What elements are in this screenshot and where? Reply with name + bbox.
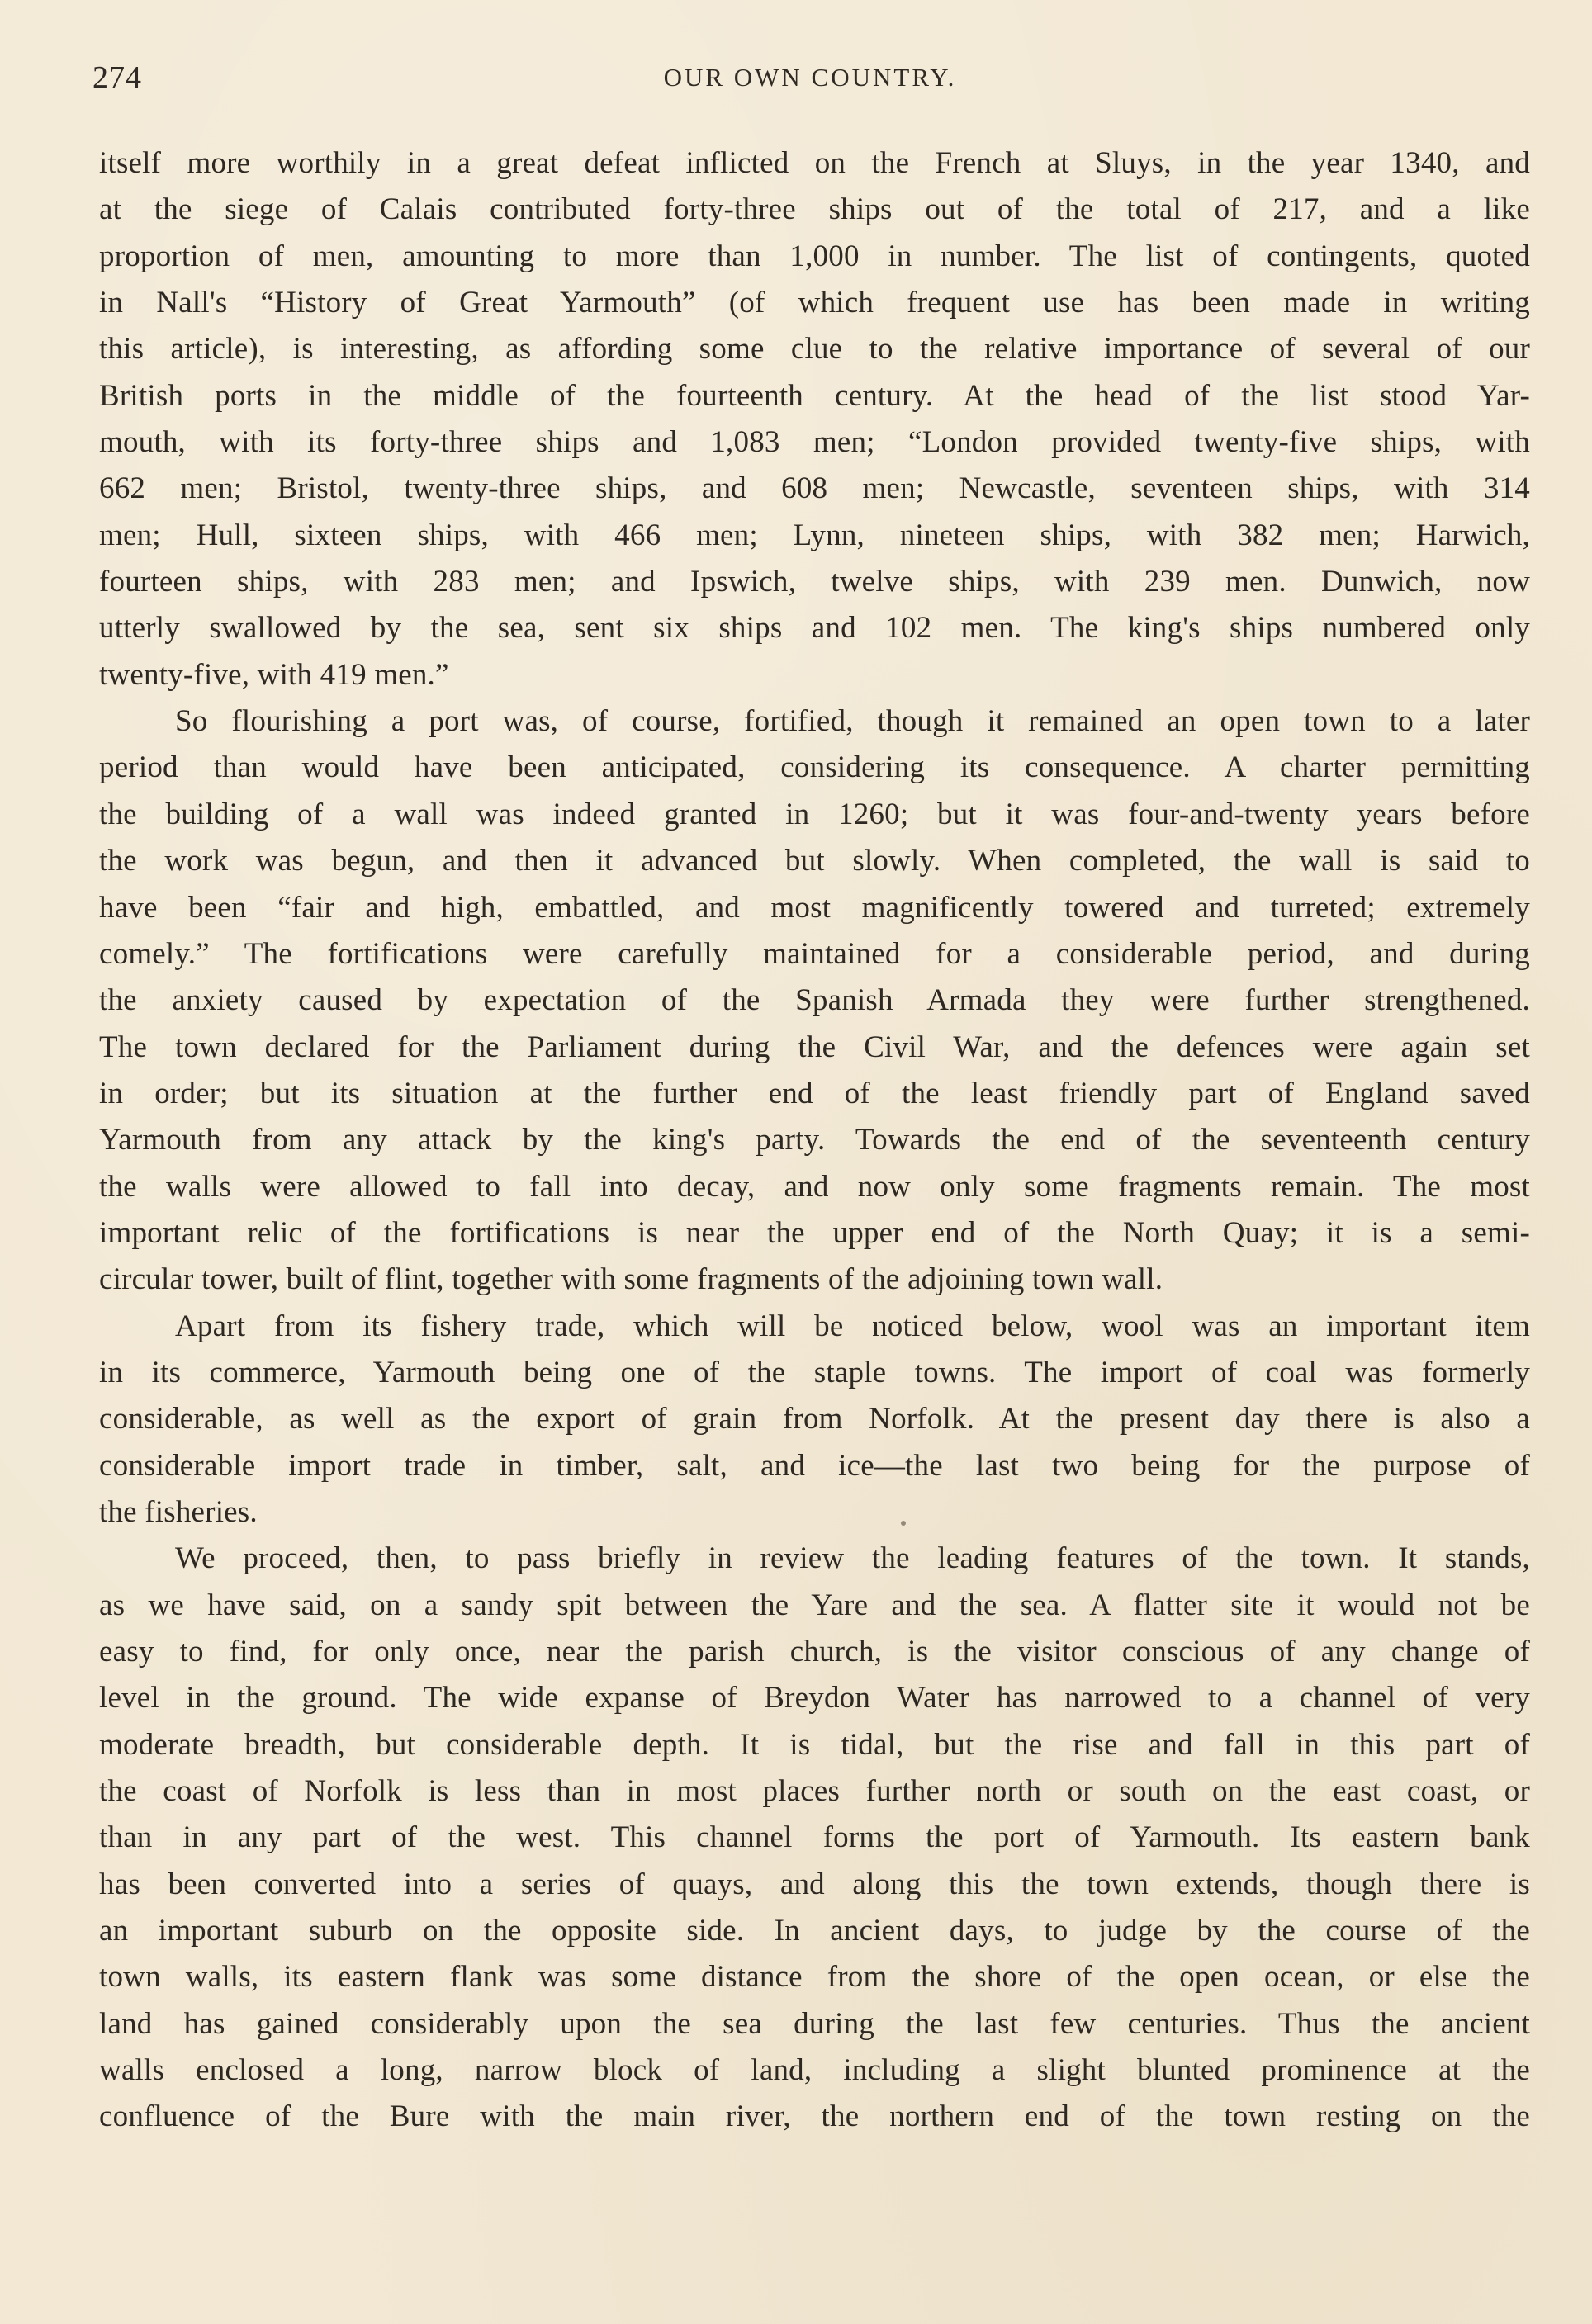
text-line: town walls, its eastern flank was some distance from the shore of the open ocean, or else the [99, 1960, 1530, 1995]
running-head [92, 59, 1528, 101]
text-line: in its commerce, Yarmouth being one of the staple towns. The import of coal was formerly [99, 1355, 1530, 1389]
text-line: We proceed, then, to pass briefly in review the leading features of the town. It stands, [175, 1541, 1530, 1576]
text-line: at the siege of Calais contributed forty-three ships out of the total of 217, and a like [99, 192, 1530, 227]
text-line: twenty-five, with 419 men.” [99, 657, 449, 692]
text-line: important relic of the fortifications is near the upper end of the North Quay; it is a semi- [99, 1215, 1530, 1250]
text-line: Apart from its fishery trade, which will be noticed below, wool was an important item [175, 1309, 1530, 1343]
text-line: the coast of Norfolk is less than in most places further north or south on the east coast, or [99, 1774, 1530, 1809]
text-line: level in the ground. The wide expanse of Breydon Water has narrowed to a channel of very [99, 1681, 1530, 1716]
text-line: easy to find, for only once, near the parish church, is the visitor conscious of any change of [99, 1635, 1530, 1668]
running-title: OUR OWN COUNTRY. [663, 63, 957, 92]
text-line: The town declared for the Parliament during the Civil War, and the defences were again set [99, 1029, 1530, 1064]
text-line: 662 men; Bristol, twenty-three ships, and 608 men; Newcastle, seventeen ships, with 314 [99, 471, 1530, 506]
text-line: considerable import trade in timber, salt, and ice—the last two being for the purpose of [99, 1448, 1530, 1483]
text-line: fourteen ships, with 283 men; and Ipswich, twelve ships, with 239 men. Dunwich, now [99, 565, 1530, 599]
body-text [99, 140, 1530, 2141]
text-line: moderate breadth, but considerable depth. It is tidal, but the rise and fall in this part of [99, 1727, 1530, 1762]
text-line: period than would have been anticipated, considering its consequence. A charter permitting [99, 750, 1530, 785]
text-line: as we have said, on a sandy spit between the Yare and the sea. A flatter site it would not be [99, 1588, 1530, 1622]
text-line: the fisheries. [99, 1494, 258, 1529]
ink-speck [901, 1521, 906, 1526]
text-line: considerable, as well as the export of grain from Norfolk. At the present day there is also a [99, 1402, 1530, 1437]
text-line: circular tower, built of flint, together with some fragments of the adjoining town wall. [99, 1262, 1163, 1297]
text-line: an important suburb on the opposite side. In ancient days, to judge by the course of the [99, 1914, 1530, 1948]
text-line: men; Hull, sixteen ships, with 466 men; Lynn, nineteen ships, with 382 men; Harwich, [99, 518, 1530, 552]
text-line: So flourishing a port was, of course, fortified, though it remained an open town to a later [175, 704, 1530, 739]
text-line: have been “fair and high, embattled, and most magnificently towered and turreted; extremely [99, 890, 1530, 925]
text-line: in order; but its situation at the further end of the least friendly part of England saved [99, 1076, 1530, 1110]
text-line: has been converted into a series of quays, and along this the town extends, though there is [99, 1867, 1530, 1901]
text-line: walls enclosed a long, narrow block of land, including a slight blunted prominence at the [99, 2053, 1530, 2088]
text-line: mouth, with its forty-three ships and 1,083 men; “London provided twenty-five ships, with [99, 425, 1530, 460]
text-line: utterly swallowed by the sea, sent six ships and 102 men. The king's ships numbered only [99, 611, 1530, 646]
text-line: this article), is interesting, as affording some clue to the relative importance of several of our [99, 332, 1530, 367]
text-line: British ports in the middle of the fourteenth century. At the head of the list stood Yar- [99, 378, 1530, 413]
text-line: proportion of men, amounting to more than 1,000 in number. The list of contingents, quoted [99, 239, 1530, 273]
text-line: itself more worthily in a great defeat inflicted on the French at Sluys, in the year 1340, and [99, 146, 1530, 180]
text-line: than in any part of the west. This channel forms the port of Yarmouth. Its eastern bank [99, 1820, 1530, 1855]
text-line: comely.” The fortifications were carefully maintained for a considerable period, and during [99, 936, 1530, 971]
text-line: confluence of the Bure with the main river, the northern end of the town resting on the [99, 2099, 1530, 2134]
text-line: Yarmouth from any attack by the king's party. Towards the end of the seventeenth century [99, 1123, 1530, 1157]
text-line: in Nall's “History of Great Yarmouth” (of which frequent use has been made in writing [99, 286, 1530, 320]
text-line: the walls were allowed to fall into decay, and now only some fragments remain. The most [99, 1169, 1530, 1204]
text-line: the anxiety caused by expectation of the Spanish Armada they were further strengthened. [99, 983, 1530, 1018]
text-line: the building of a wall was indeed granted in 1260; but it was four-and-twenty years before [99, 797, 1530, 831]
text-line: the work was begun, and then it advanced but slowly. When completed, the wall is said to [99, 844, 1530, 878]
page-number: 274 [92, 60, 142, 95]
text-line: land has gained considerably upon the sea during the last few centuries. Thus the ancient [99, 2006, 1530, 2041]
